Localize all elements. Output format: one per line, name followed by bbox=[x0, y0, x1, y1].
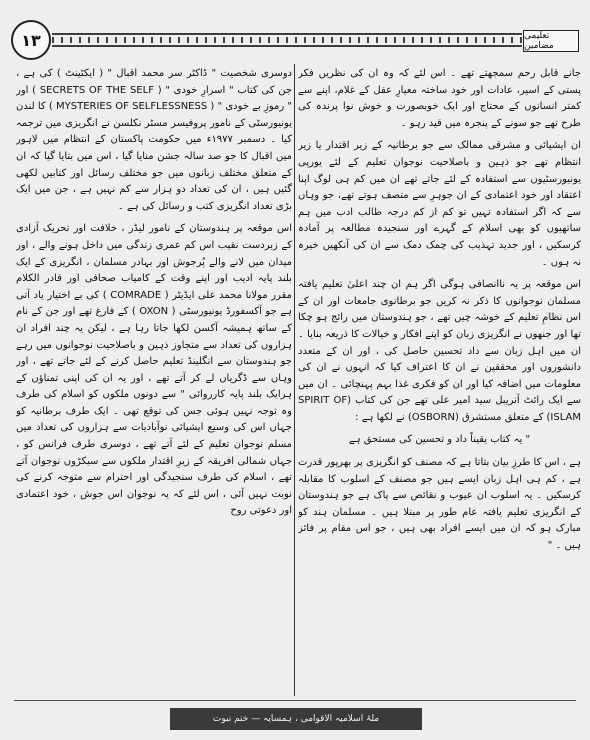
footer-bar bbox=[170, 708, 422, 730]
paragraph: جانے قابل رحم سمجھتے تھے ۔ اس لئے کہ وہ ان کی نظریں فکر پستی کے اسیر، عادات اور خود ساختہ معیارِ عقل کے غلام، اپنے سے کمتر انسانوں کے محتاج اور ایک خوبصورت و خوش نوا پرندہ کی طرح تھے جو سونے کے پنجرہ میں قید رہو ۔ bbox=[298, 68, 581, 129]
section-label: تعلیمی مضامین bbox=[524, 31, 554, 51]
section-label-box bbox=[523, 30, 579, 52]
page-number-badge bbox=[11, 20, 51, 60]
right-column bbox=[298, 66, 581, 696]
paragraph: اس موقعہ پر ہندوستان کے نامور لیڈر ، خلافت اور تحریک آزادی کے زبردست نقیب اس کم عمری زندگی میں داخل ہونے والے ، اور میدان میں لانے والے پُرجوش اور بہادر مسلمان ، انگریزی کے ایک بلند پایہ ادیب اور اپنے وقت کے کامیاب صحافی اور قادر الکلام مقرر مولانا محمد علی ایڈیٹر ( COMRADE ) کی بے اختیار یاد آتی ہے جو آکسفورڈ یونیورسٹی ( OXON ) کے فارغ تھے اور جن کے نام کے ساتھ ہمیشہ آکسن لکھا جاتا رہا ہے ، لیکن یہ چند افراد ان ہزاروں کی تعداد سے متجاوز ذہین و باصلاحیت نوجوانوں میں رہے جو ہندوستان سے انگلینڈ تعلیم حاصل کرنے کے لئے جاتے تھے ، اور وہاں سے ڈگریاں لے کر آتے تھے ، اور یہ ان کی اپنی تمناؤں کے ہرایک بلند پایہ کارروائی " سے دونوں ملکوں کو اسلام کی طرف وہ توجہ نہیں ہوئی جس کی توقع تھی ۔ ایک طرف برطانیہ کو جہاں اس کی وسیع ایشیائی نوآبادیات سے ہزاروں کی تعداد میں مسلم نوجوان تعلیم کے لئے آتے تھے ، دوسری طرف فرانس کو ، جہاں شمالی افریقہ کے زیرِ اقتدار ملکوں سے سیکڑوں نوجوان آتے تھے ، اسلام کی طرف سنجیدگی اور احترام سے متوجہ کرنے کی نوبت نہیں آئی ، اس لئے کہ یہ نوجوان اس جوش ، خود اعتمادی اور دعوتی روح bbox=[16, 223, 292, 517]
decorative-border bbox=[52, 33, 522, 47]
paragraph: اس موقعہ پر یہ ناانصافی ہوگی اگر ہم ان چند اعلیٰ تعلیم یافتہ مسلمان نوجوانوں کا ذکر نہ کریں جو برطانوی جامعات اور ان کے اس نظامِ تعلیم کے خوشہ چیں تھے ، جو ہندوستان میں رائج ہو چکا تھا اور جنھوں نے انگریزی زبان کو اپنے افکار و خیالات کا ذریعہ بنایا ۔ ان میں اہل زبان سے داد تحسین حاصل کی ، اور ان کے متعدد دانشوروں اور محققین نے ان کا اعتراف کیا کہ انہوں نے ان کی معلومات میں اضافہ کیا اور ان کو فکری غذا بہم پہنچائی ۔ ان میں سے ایک رائٹ آنریبل سید امیر علی تھے جن کی کتاب (SPIRIT OF ISLAM) کے متعلق مستشرق (OSBORN) نے لکھا ہے : bbox=[298, 279, 581, 423]
footer-text: ملۂ اسلامیہ الاقوامی ، ہمسایہ — ختم نبوت bbox=[212, 714, 380, 724]
page-number: ۱۳ bbox=[21, 30, 41, 50]
left-column bbox=[16, 66, 292, 696]
paragraph: ان ایشیائی و مشرقی ممالک سے جو برطانیہ کے زیر اقتدار یا زیر انتظام تھے جو ذہین و باصلاحیت نوجوان تعلیم کے لئے یورپی یونیورسٹیوں سے استفادہ کے لئے جاتے تھے ان میں کم ہی لوگ اپنا اعتقاد اور خود اعتمادی کے ان جوہرِ سے متصف ہوتے تھے، جو وہاں سے کہ اگر استفادہ نہیں تو کم از کم درجہ طالب ادب میں ہم ساتھیوں کو بھی اسلام کے گہرے اور سنجیدہ مطالعہ پر آمادہ کرسکیں ، اور جدید تہذیب کی چمک دمک سے ان کی آنکھیں خیرہ نہ ہوں ۔ bbox=[298, 140, 581, 268]
column-divider bbox=[294, 64, 295, 696]
footer-rule bbox=[14, 700, 576, 701]
quote-line: " یہ کتاب یقیناً داد و تحسین کی مستحق ہے bbox=[348, 434, 531, 446]
closing-paragraph: ہے ، اس کا طرزِ بیان بتاتا ہے کہ مصنف کو انگریزی پر بھرپور قدرت ہے ، کم ہی اہل زبان ایسے ہیں جو مصنف کے اسلوب کا مقابلہ کرسکیں ۔ یہ اسلوب ان عیوب و نقائص سے پاک ہے جو ہندوستان کے انگریزی تعلیم یافتہ عام طور پر مبتلا ہیں ۔ مسلمان ہند کو مبارک ہو کہ ان میں ایسے افراد بھی ہیں ، جو اس مقام پر فائز ہیں ۔ " bbox=[298, 457, 581, 552]
paragraph: دوسری شخصیت " ڈاکٹر سر محمد اقبال " ( ایکٹینٹ ) کی ہے ، جن کی کتاب " اسرارِ خودی " ( SECRETS OF THE SELF ) اور " رموزِ بے خودی " ( MYSTERIES OF SELFLESSNESS ) کا لندن یونیورسٹی کے نامور پروفیسر مسٹر نکلسن نے انگریزی میں ترجمہ کیا ۔ دسمبر ۱۹۷۷ء میں حکومت پاکستان کے انتظام میں لاہور میں اقبال کا جو صد سالہ جشن منایا گیا ، اس میں بتایا گیا کہ ان کے متعلق مختلف زبانوں میں جو مختلف رسائل اور کتابیں لکھی گئیں ہیں ، ان کی تعداد دو ہزار سے کم نہیں ہے ، جن میں ایک بڑی تعداد انگریزی کتب و رسائل کی ہے ۔ bbox=[16, 68, 292, 212]
